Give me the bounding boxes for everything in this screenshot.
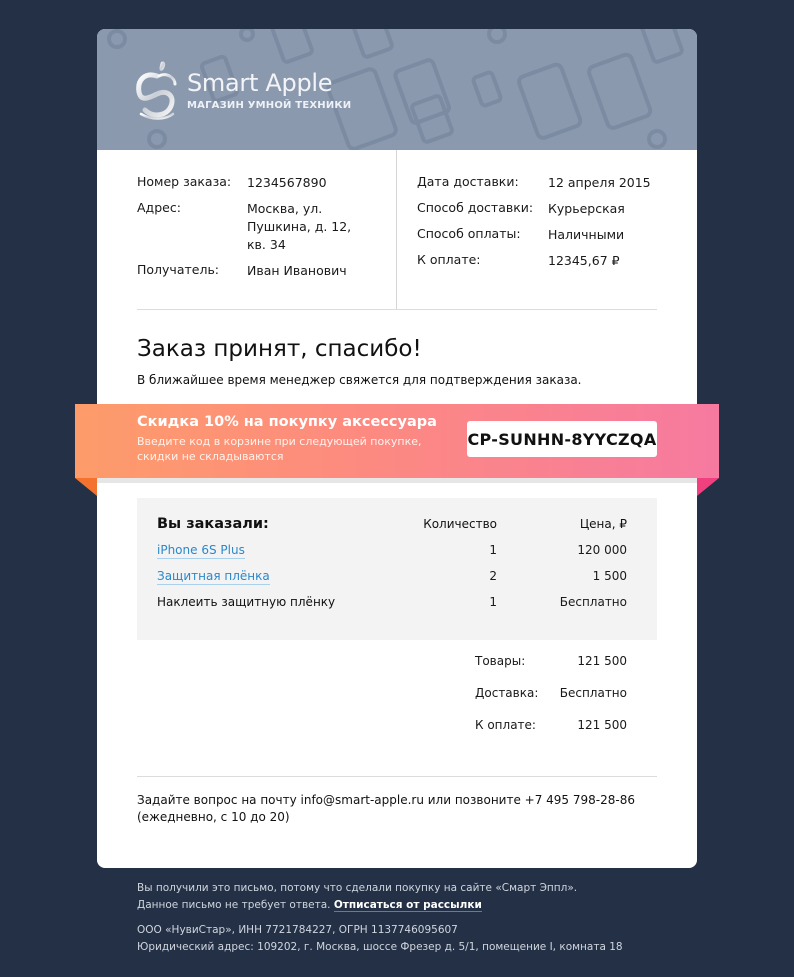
email-card <box>97 29 697 868</box>
brand-logo[interactable] <box>135 55 351 125</box>
brand-title: Smart Apple <box>187 68 333 97</box>
thanks-subtitle: В ближайшее время менеджер свяжется для подтверждения заказа. <box>137 373 582 387</box>
footer-no-reply-text: Данное письмо не требует ответа. <box>137 899 331 911</box>
footer-company: ООО «НувиСтар», ИНН 7721784227, ОГРН 1137746095607 <box>137 924 458 936</box>
totals-label: Товары: <box>475 654 526 668</box>
order-number-value: 1234567890 <box>247 175 327 190</box>
order-info <box>97 150 697 310</box>
totals-row-goods <box>475 654 635 672</box>
promo-text-line-1: Введите код в корзине при следующей покупке, <box>137 435 422 448</box>
order-item-row <box>137 543 657 563</box>
order-item-link[interactable]: iPhone 6S Plus <box>157 543 245 557</box>
promo-text-line-2: скидки не складываются <box>137 450 284 463</box>
info-divider <box>396 150 397 310</box>
recipient-value: Иван Иванович <box>247 263 347 278</box>
order-item-link[interactable]: Защитная плёнка <box>157 569 270 583</box>
address-label: Адрес: <box>137 200 181 215</box>
address-value-line-1: Москва, ул. <box>247 201 323 216</box>
order-number-label: Номер заказа: <box>137 174 232 189</box>
divider <box>137 776 657 777</box>
payment-method-value: Наличными <box>548 227 625 242</box>
brand-subtitle: МАГАЗИН УМНОЙ ТЕХНИКИ <box>187 99 352 111</box>
email-footer <box>137 880 623 956</box>
order-item-qty: 2 <box>489 569 497 583</box>
qty-column-header: Количество <box>423 517 497 531</box>
address-value-line-3: кв. 34 <box>247 237 286 252</box>
order-item-row <box>137 569 657 589</box>
promo-code[interactable]: CP-SUNHN-8YYCZQA <box>467 421 657 457</box>
totals-label: К оплате: <box>475 718 536 732</box>
payment-method-label: Способ оплаты: <box>417 226 521 241</box>
order-heading: Вы заказали: <box>157 516 269 532</box>
order-item-qty: 1 <box>489 543 497 557</box>
ribbon-fold-right <box>697 478 719 496</box>
price-column-header: Цена, ₽ <box>579 517 627 531</box>
footer-address: Юридический адрес: 109202, г. Москва, шоссе Фрезер д. 5/1, помещение I, комната 18 <box>137 941 623 953</box>
order-items <box>137 498 657 640</box>
totals-row-due <box>475 718 635 736</box>
promo-banner <box>75 404 719 478</box>
contact-info <box>137 792 657 826</box>
order-item-qty: 1 <box>489 595 497 609</box>
order-item-row <box>137 595 657 615</box>
order-item-price: 120 000 <box>577 543 627 557</box>
amount-due-value: 12345,67 ₽ <box>548 253 620 268</box>
address-value-line-2: Пушкина, д. 12, <box>247 219 352 234</box>
apple-ribbon-logo-icon <box>135 58 181 122</box>
ribbon-fold-left <box>75 478 97 496</box>
email-header <box>97 29 697 150</box>
delivery-method-value: Курьерская <box>548 201 625 216</box>
totals-label: Доставка: <box>475 686 539 700</box>
delivery-date-value: 12 апреля 2015 <box>548 175 651 190</box>
amount-due-label: К оплате: <box>417 252 481 267</box>
contact-line-2: (ежедневно, с 10 до 20) <box>137 810 290 824</box>
totals-value: 121 500 <box>577 718 627 732</box>
promo-title: Скидка 10% на покупку аксессуара <box>137 414 437 430</box>
order-item-name: Наклеить защитную плёнку <box>157 595 336 609</box>
recipient-label: Получатель: <box>137 262 220 277</box>
unsubscribe-link[interactable]: Отписаться от рассылки <box>333 899 482 911</box>
promo-shadow <box>97 478 697 483</box>
order-item-price: Бесплатно <box>559 595 627 609</box>
thanks-title: Заказ принят, спасибо! <box>137 336 422 362</box>
footer-no-reply <box>137 897 623 914</box>
divider <box>137 309 657 310</box>
contact-line-1: Задайте вопрос на почту info@smart-apple.ru или позвоните +7 495 798-28-86 <box>137 793 635 807</box>
footer-reason: Вы получили это письмо, потому что сделали покупку на сайте «Смарт Эппл». <box>137 882 578 894</box>
delivery-date-label: Дата доставки: <box>417 174 519 189</box>
order-item-price: 1 500 <box>592 569 627 583</box>
promo-text <box>137 434 421 464</box>
totals-value: 121 500 <box>577 654 627 668</box>
totals-row-delivery <box>475 686 635 704</box>
totals-value: Бесплатно <box>559 686 627 700</box>
delivery-method-label: Способ доставки: <box>417 200 534 215</box>
